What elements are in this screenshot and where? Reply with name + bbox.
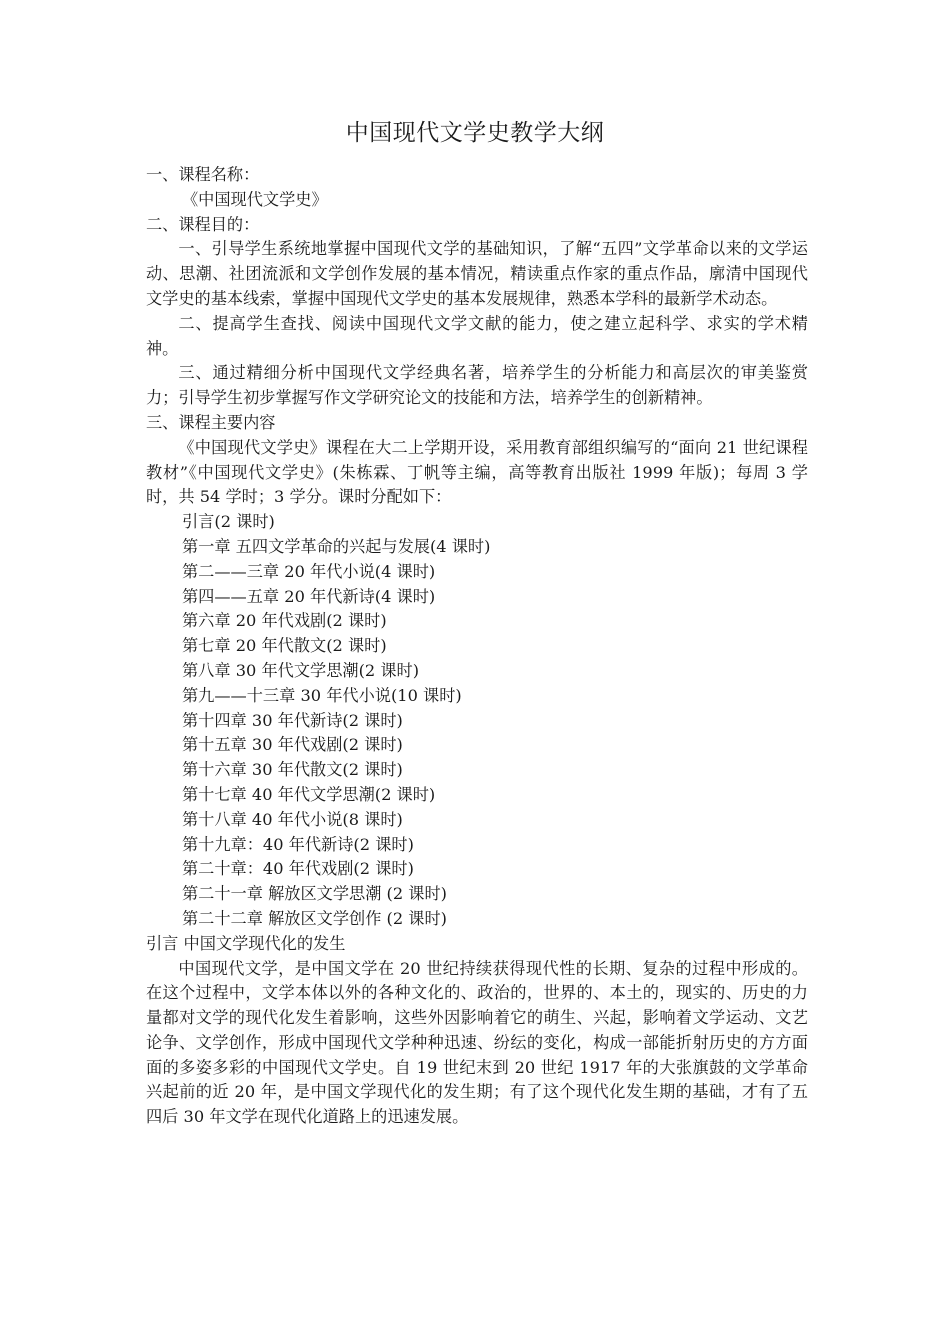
schedule-item: 第七章 20 年代散文(2 课时) — [182, 636, 387, 656]
schedule-item: 第二——三章 20 年代小说(4 课时) — [182, 561, 436, 581]
schedule-item: 第十五章 30 年代戏剧(2 课时) — [182, 735, 403, 755]
schedule-item: 第十八章 40 年代小说(8 课时) — [182, 809, 403, 829]
objective-paragraph-3: 三、通过精细分析中国现代文学经典名著，培养学生的分析能力和高层次的审美鉴赏力；引导学生初步掌握写作文学研究论文的技能和方法，培养学生的创新精神。 — [146, 363, 808, 408]
section2-heading: 二、课程目的： — [146, 214, 260, 234]
document-body — [146, 163, 808, 1130]
schedule-list — [146, 510, 808, 932]
schedule-item: 引言(2 课时) — [182, 512, 275, 532]
schedule-item: 第二十二章 解放区文学创作 (2 课时) — [182, 908, 447, 928]
schedule-item: 第二十一章 解放区文学思潮 (2 课时) — [182, 884, 447, 904]
schedule-item: 第一章 五四文学革命的兴起与发展(4 课时) — [182, 536, 491, 556]
schedule-item: 第十六章 30 年代散文(2 课时) — [182, 760, 403, 780]
schedule-item: 第十四章 30 年代新诗(2 课时) — [182, 710, 403, 730]
schedule-item: 第九——十三章 30 年代小说(10 课时) — [182, 685, 462, 705]
intro-chapter-heading: 引言 中国文学现代化的发生 — [146, 933, 346, 953]
document-title: 中国现代文学史教学大纲 — [345, 120, 605, 146]
course-name: 《中国现代文学史》 — [182, 189, 328, 209]
course-content-intro: 《中国现代文学史》课程在大二上学期开设，采用教育部组织编写的“面向 21 世纪课程教材”《中国现代文学史》(朱栋霖、丁帆等主编，高等教育出版社 1999 年版)；每周 3 学时，共 54 学时；3 学分。课时分配如下： — [146, 437, 808, 507]
section3-heading: 三、课程主要内容 — [146, 412, 276, 432]
section1-heading: 一、课程名称： — [146, 165, 260, 184]
schedule-item: 第十七章 40 年代文学思潮(2 课时) — [182, 784, 436, 804]
schedule-item: 第八章 30 年代文学思潮(2 课时) — [182, 660, 420, 680]
schedule-item: 第十九章：40 年代新诗(2 课时) — [182, 834, 414, 854]
objective-paragraph-1: 一、引导学生系统地掌握中国现代文学的基础知识，了解“五四”文学革命以来的文学运动、思潮、社团流派和文学创作发展的基本情况，精读重点作家的重点作品，廓清中国现代文学史的基本线索，掌握中国现代文学史的基本发展规律，熟悉本学科的最新学术动态。 — [146, 239, 808, 308]
intro-chapter-paragraph: 中国现代文学，是中国文学在 20 世纪持续获得现代性的长期、复杂的过程中形成的。在这个过程中，文学本体以外的各种文化的、政治的，世界的、本土的，现实的、历史的力量都对文学的现代化发生着影响，这些外因影响着它的萌生、兴起，影响着文学运动、文艺论争、文学创作，形成中国现代文学种种迅速、纷纭的变化，构成一部能折射历史的方方面面的多姿多彩的中国现代文学史。自 19 世纪末到 20 世纪 1917 年的大张旗鼓的文学革命兴起前的近 20 年，是中国文学现代化的发生期；有了这个现代化发生期的基础，才有了五四后 30 年文学在现代化道路上的迅速发展。 — [146, 958, 808, 1127]
schedule-item: 第二十章：40 年代戏剧(2 课时) — [182, 859, 414, 879]
objective-paragraph-2: 二、提高学生查找、阅读中国现代文学文献的能力，使之建立起科学、求实的学术精神。 — [146, 313, 808, 358]
schedule-item: 第四——五章 20 年代新诗(4 课时) — [182, 586, 436, 606]
schedule-item: 第六章 20 年代戏剧(2 课时) — [182, 611, 387, 631]
